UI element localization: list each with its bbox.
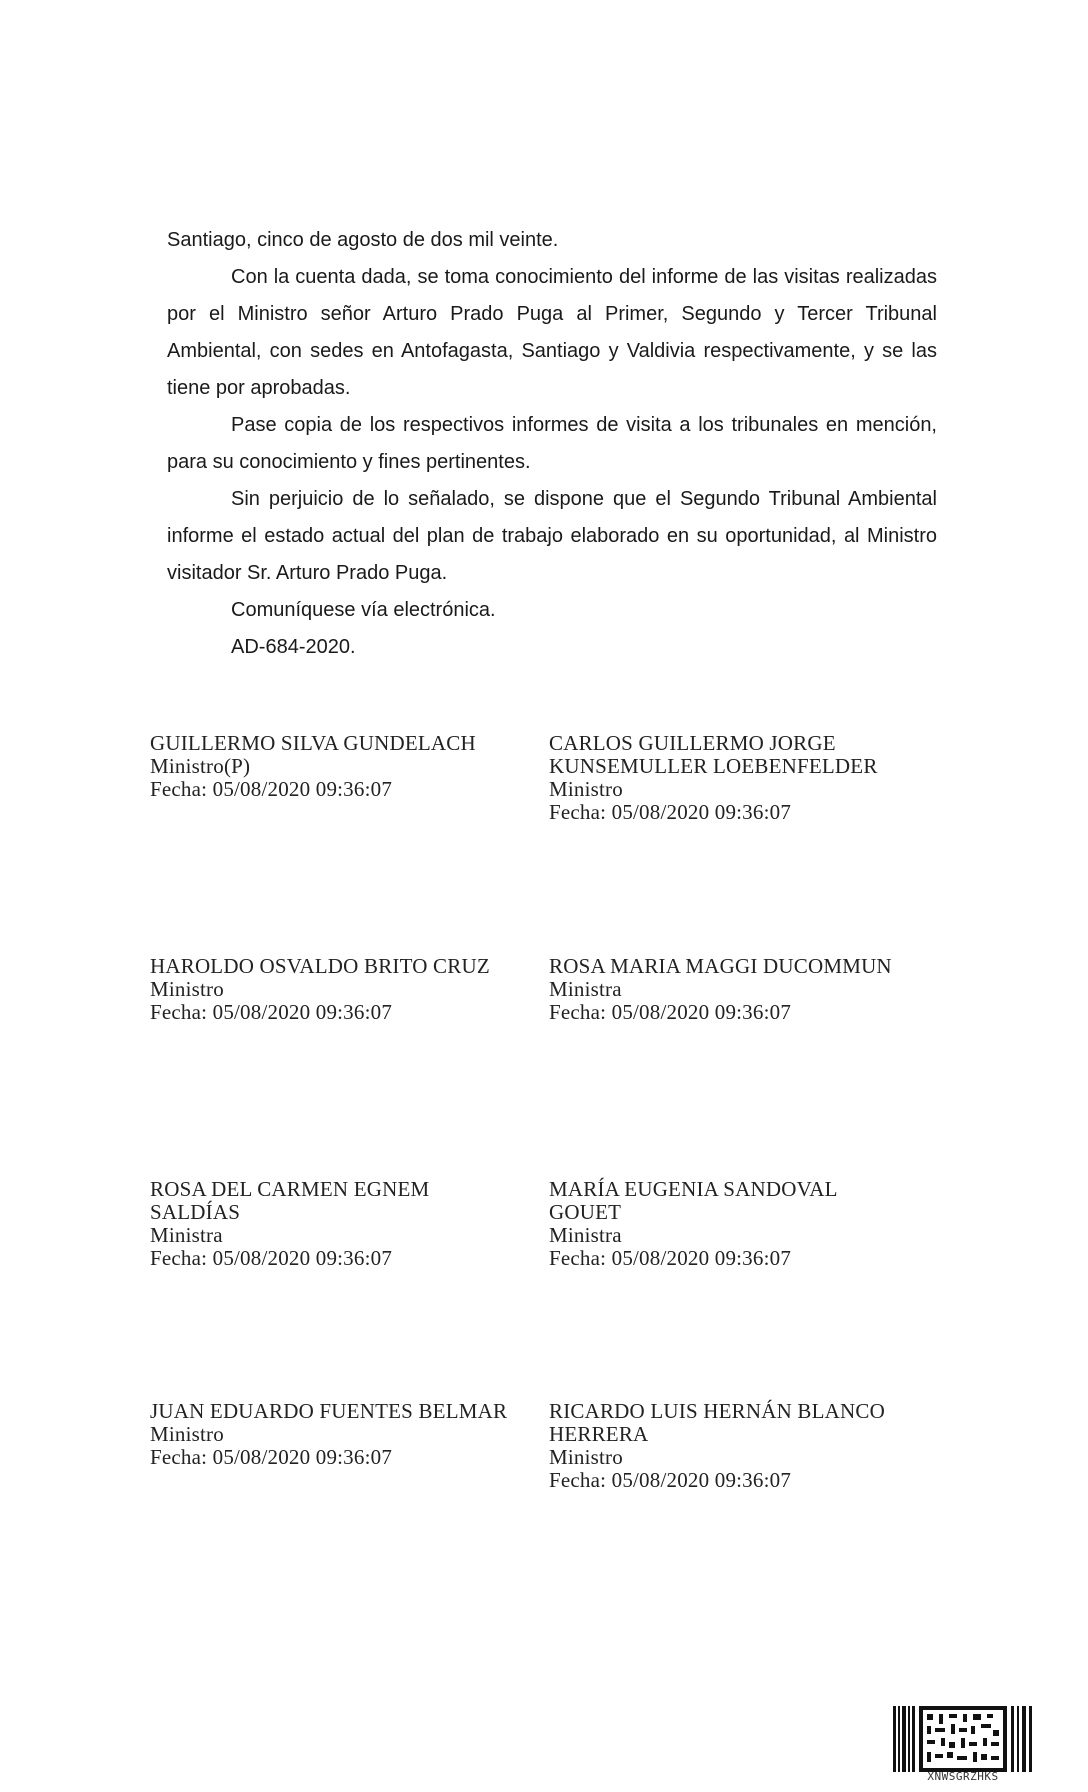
signature-date: Fecha: 05/08/2020 09:36:07 [549, 1246, 792, 1270]
signer-role: Ministro [549, 777, 623, 801]
signer-name: RICARDO LUIS HERNÁN BLANCO [549, 1399, 885, 1423]
signature-block [150, 732, 476, 801]
signature-block [549, 955, 892, 1024]
signer-name: HAROLDO OSVALDO BRITO CRUZ [150, 954, 490, 978]
verification-code: XNWSGRZHKS [927, 1770, 999, 1783]
signature-date: Fecha: 05/08/2020 09:36:07 [150, 1246, 393, 1270]
case-number: AD-684-2020. [231, 636, 356, 658]
signature-block [549, 1400, 885, 1492]
resolution-body [167, 222, 937, 666]
signer-role: Ministra [549, 1223, 622, 1247]
signer-role: Ministra [150, 1223, 223, 1247]
paragraph-copy-reports: Pase copia de los respectivos informes de visita a los tribunales en mención, para su conocimiento y fines pertinentes. [167, 414, 937, 473]
paragraph-visits-report: Con la cuenta dada, se toma conocimiento del informe de las visitas realizadas por el Ministro señor Arturo Prado Puga al Primer, Segundo y Tercer Tribunal Ambiental, con sedes en Antofagasta, Santiago y Valdivia respectivamente, y se las tiene por aprobadas. [167, 266, 937, 399]
signature-date: Fecha: 05/08/2020 09:36:07 [549, 1000, 792, 1024]
signer-name: JUAN EDUARDO FUENTES BELMAR [150, 1399, 508, 1423]
signer-name: HERRERA [549, 1422, 649, 1446]
signer-role: Ministra [549, 977, 622, 1001]
signer-role: Ministro(P) [150, 754, 251, 778]
signature-date: Fecha: 05/08/2020 09:36:07 [150, 777, 393, 801]
signer-name: ROSA DEL CARMEN EGNEM [150, 1177, 430, 1201]
signer-name: KUNSEMULLER LOEBENFELDER [549, 754, 878, 778]
signer-name: ROSA MARIA MAGGI DUCOMMUN [549, 954, 892, 978]
signer-name: SALDÍAS [150, 1200, 241, 1224]
signer-name: GUILLERMO SILVA GUNDELACH [150, 731, 476, 755]
paragraph-work-plan: Sin perjuicio de lo señalado, se dispone que el Segundo Tribunal Ambiental informe el estado actual del plan de trabajo elaborado en su oportunidad, al Ministro visitador Sr. Arturo Prado Puga. [167, 488, 937, 584]
signer-name: MARÍA EUGENIA SANDOVAL [549, 1177, 838, 1201]
signature-block [150, 1400, 507, 1469]
signature-date: Fecha: 05/08/2020 09:36:07 [549, 1468, 792, 1492]
signature-date: Fecha: 05/08/2020 09:36:07 [549, 800, 792, 824]
date-line: Santiago, cinco de agosto de dos mil veinte. [167, 229, 559, 251]
signature-block [549, 732, 878, 824]
signature-block [150, 1178, 429, 1270]
signature-date: Fecha: 05/08/2020 09:36:07 [150, 1000, 393, 1024]
signature-block [549, 1178, 838, 1270]
signer-name: GOUET [549, 1200, 622, 1224]
signer-role: Ministro [150, 1422, 224, 1446]
paragraph-communicate: Comuníquese vía electrónica. [231, 599, 496, 621]
signer-role: Ministro [150, 977, 224, 1001]
verification-barcode [893, 1706, 1033, 1778]
signer-name: CARLOS GUILLERMO JORGE [549, 731, 836, 755]
signature-block [150, 955, 490, 1024]
signature-date: Fecha: 05/08/2020 09:36:07 [150, 1445, 393, 1469]
signer-role: Ministro [549, 1445, 623, 1469]
